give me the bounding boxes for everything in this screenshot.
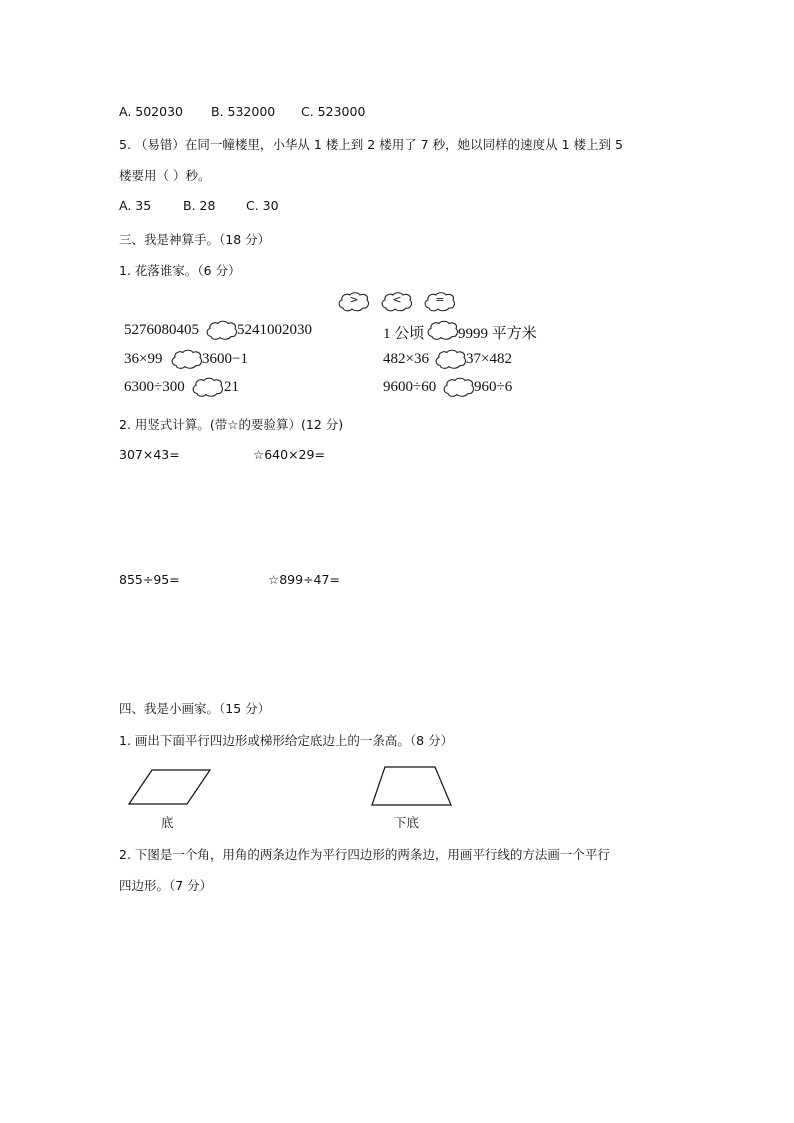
answer-cloud[interactable] [171,349,203,370]
parallelogram-base-label: 底 [161,815,174,830]
trapezoid-base-label: 下底 [394,815,420,830]
section3-title: 三、我是神算手。（18 分） [119,232,271,247]
compare-left-3-b: 21 [224,379,239,395]
symbol-less: < [392,293,402,306]
cloud-symbol-greater [338,292,370,312]
calc-1: 307×43= [119,447,180,462]
compare-left-2-b: 3600−1 [202,351,248,367]
q4-option-a: A. 502030 [119,104,183,119]
answer-cloud[interactable] [443,377,475,398]
q5-text-line1: 5. （易错）在同一幢楼里，小华从 1 楼上到 2 楼用了 7 秒，她以同样的速度从 1 楼上到 5 [119,137,623,152]
compare-right-1-b: 9999 平方米 [458,326,537,342]
cloud-symbol-less [381,292,413,312]
section4-title: 四、我是小画家。（15 分） [119,701,271,716]
section4-part1-title: 1. 画出下面平行四边形或梯形给定底边上的一条高。（8 分） [119,733,454,748]
calc-3: 855÷95= [119,572,180,587]
answer-cloud[interactable] [427,320,459,341]
section3-part1-title: 1. 花落谁家。（6 分） [119,263,241,278]
q5-text-line2: 楼要用（ ）秒。 [119,168,211,183]
section3-part2-title: 2. 用竖式计算。(带☆的要验算）(12 分) [119,417,344,432]
compare-right-1-a: 1 公顷 [383,326,425,342]
compare-left-1-a: 5276080405 [124,322,199,338]
compare-right-3-b: 960÷6 [474,379,513,395]
answer-cloud[interactable] [192,377,224,398]
compare-right-3-a: 9600÷60 [383,379,437,395]
q4-option-c: C. 523000 [301,104,366,119]
calc-4: ☆899÷47= [268,572,340,587]
calc-2: ☆640×29= [253,447,325,462]
compare-right-2-a: 482×36 [383,351,429,367]
q5-option-c: C. 30 [246,198,279,213]
trapezoid-shape [369,764,455,808]
compare-left-3-a: 6300÷300 [124,379,185,395]
compare-left-1-b: 5241002030 [237,322,312,338]
cloud-symbol-equal [424,292,456,312]
symbol-greater: > [349,293,359,306]
q5-option-b: B. 28 [183,198,216,213]
parallelogram-shape [126,767,214,807]
answer-cloud[interactable] [206,320,238,341]
q4-option-b: B. 532000 [211,104,276,119]
compare-right-2-b: 37×482 [466,351,512,367]
answer-cloud[interactable] [435,349,467,370]
section4-part2-line2: 四边形。（7 分） [119,878,213,893]
section4-part2-line1: 2. 下图是一个角，用角的两条边作为平行四边形的两条边，用画平行线的方法画一个平行 [119,847,610,862]
q5-option-a: A. 35 [119,198,152,213]
symbol-equal: = [435,293,445,306]
compare-left-2-a: 36×99 [124,351,163,367]
